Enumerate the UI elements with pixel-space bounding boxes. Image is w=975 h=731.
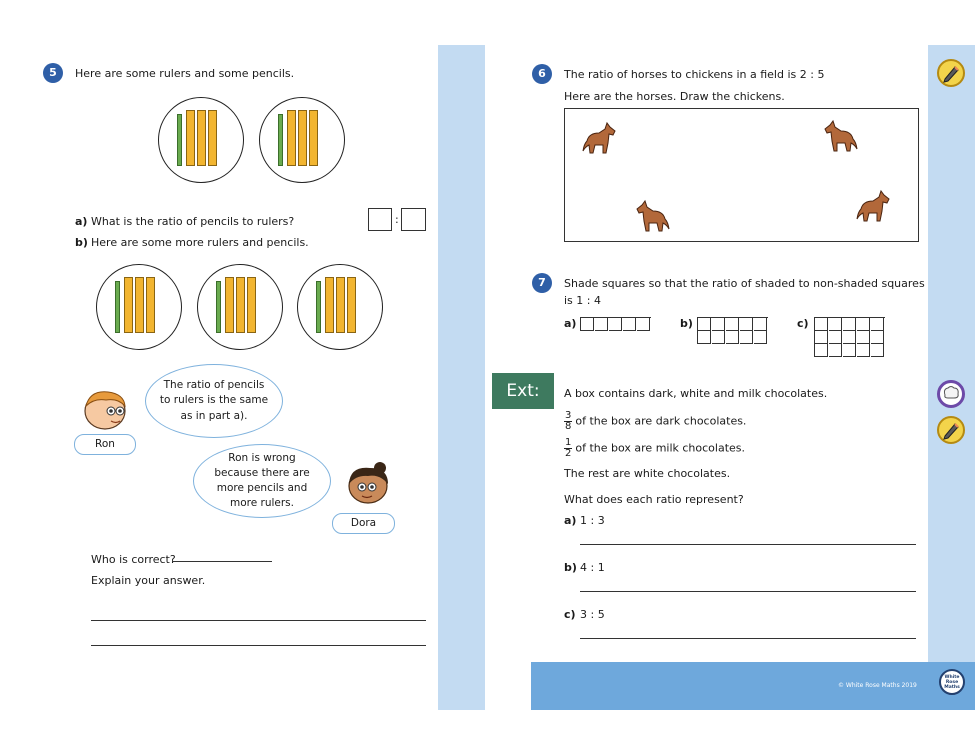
grid-c-label: c) [797, 317, 809, 330]
question-7-badge: 7 [532, 273, 552, 293]
grid-b-label: b) [680, 317, 693, 330]
ratio-answer-box-1[interactable] [368, 208, 392, 231]
question-5-badge: 5 [43, 63, 63, 83]
ron-avatar [78, 386, 132, 432]
ext-part-b-ratio: 4 : 1 [580, 561, 605, 574]
ext-part-a-answer-line[interactable] [580, 544, 916, 545]
bundle-circle-5 [297, 264, 383, 350]
field-drawing-area[interactable] [564, 108, 919, 242]
ron-speech-bubble: The ratio of pencils to rulers is the same as in part a). [145, 364, 283, 438]
ron-name-tag: Ron [74, 434, 136, 455]
grid-a[interactable] [580, 317, 651, 331]
pencil-icon [937, 59, 965, 87]
dora-speech-bubble: Ron is wrong because there are more pencils and more rulers. [193, 444, 331, 518]
question-6-line2: Here are the horses. Draw the chickens. [564, 90, 785, 103]
question-5-intro: Here are some rulers and some pencils. [75, 67, 295, 80]
right-page-strip [928, 45, 975, 665]
pencil-icon [937, 416, 965, 444]
part-b-text: Here are some more rulers and pencils. [91, 236, 309, 249]
grid-c[interactable] [814, 317, 885, 357]
white-rose-logo [939, 669, 965, 695]
footer-copyright: © White Rose Maths 2019 [838, 682, 917, 689]
who-correct-answer-line[interactable] [172, 561, 272, 562]
grid-a-label: a) [564, 317, 577, 330]
ext-fraction-milk: $\frac{1}{2}$ of the box are milk chocolates. [565, 437, 746, 459]
part-b-label: b) [75, 236, 88, 249]
ext-part-c-label: c) [564, 608, 576, 621]
ext-part-c-answer-line[interactable] [580, 638, 916, 639]
question-6-line1: The ratio of horses to chickens in a field is 2 : 5 [564, 68, 825, 81]
ext-part-c-ratio: 3 : 5 [580, 608, 605, 621]
ext-part-b-label: b) [564, 561, 577, 574]
who-is-correct: Who is correct? [91, 553, 176, 566]
ext-part-a-label: a) [564, 514, 577, 527]
bundle-circle-4 [197, 264, 283, 350]
logo-text: White Rose Maths [944, 674, 960, 690]
dora-name-tag: Dora [332, 513, 395, 534]
question-6-badge: 6 [532, 64, 552, 84]
part-a-label: a) [75, 215, 88, 228]
ext-question: What does each ratio represent? [564, 493, 744, 506]
part-a-question: What is the ratio of pencils to rulers? [91, 215, 295, 228]
ext-fraction-dark: $\frac{3}{8}$ of the box are dark chocolates. [565, 410, 747, 432]
horse-icon [853, 187, 893, 227]
bundle-circle-2 [259, 97, 345, 183]
horse-icon [633, 197, 673, 237]
left-page-strip [438, 45, 485, 710]
ext-part-a-ratio: 1 : 3 [580, 514, 605, 527]
ext-rest: The rest are white chocolates. [564, 467, 731, 480]
question-7-line2: is 1 : 4 [564, 294, 601, 307]
explain-answer-line-2[interactable] [91, 645, 426, 646]
bundle-circle-3 [96, 264, 182, 350]
dora-avatar [342, 460, 396, 506]
ratio-colon: : [395, 213, 399, 226]
ext-badge: Ext: [492, 373, 554, 409]
ext-part-b-answer-line[interactable] [580, 591, 916, 592]
explain-answer: Explain your answer. [91, 574, 206, 587]
brain-icon [937, 380, 965, 408]
horse-icon [579, 119, 619, 159]
question-7-line1: Shade squares so that the ratio of shaded to non-shaded squares [564, 277, 925, 290]
explain-answer-line-1[interactable] [91, 620, 426, 621]
ratio-answer-box-2[interactable] [401, 208, 426, 231]
ext-intro: A box contains dark, white and milk chocolates. [564, 387, 828, 400]
grid-b[interactable] [697, 317, 768, 344]
bundle-circle-1 [158, 97, 244, 183]
horse-icon [821, 117, 861, 157]
